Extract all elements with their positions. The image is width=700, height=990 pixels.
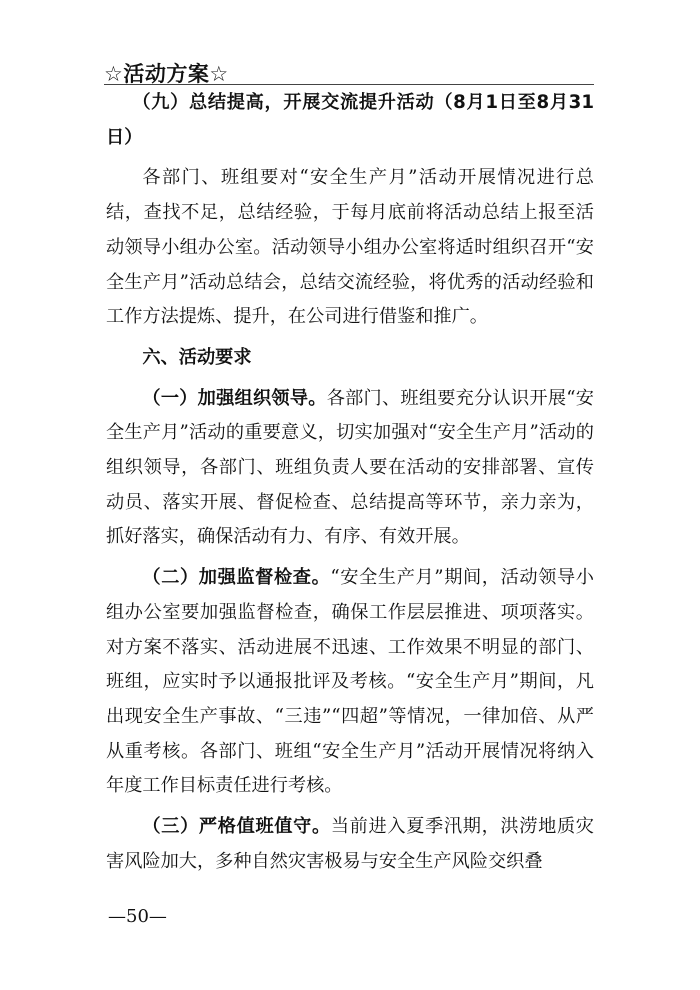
- requirement-3-paragraph: [106, 810, 594, 879]
- requirement-1-paragraph: [106, 382, 594, 556]
- document-body: [106, 86, 594, 879]
- header-divider: [104, 84, 594, 85]
- requirement-2-text: “安全生产月”期间，活动领导小组办公室要加强监督检查，确保工作层层推进、项项落实。对方案不落实、活动进展不迅速、工作效果不明显的部门、班组，应实时予以通报批评及考核。“安全生产月”期间，凡出现安全生产事故、“三违”“四超”等情况，一律加倍、从严从重考核。各部门、班组“安全生产月”活动开展情况将纳入年度工作目标责任进行考核。: [106, 567, 594, 797]
- section-9-paragraph: 各部门、班组要对“安全生产月”活动开展情况进行总结，查找不足，总结经验，于每月底前将活动总结上报至活动领导小组办公室。活动领导小组办公室将适时组织召开“安全生产月”活动总结会，总结交流经验，将优秀的活动经验和工作方法提炼、提升，在公司进行借鉴和推广。: [106, 167, 594, 328]
- document-header-title: ☆活动方案☆: [104, 62, 229, 86]
- section-six-title: 六、活动要求: [142, 346, 252, 368]
- requirement-2-lead: （二）加强监督检查。: [142, 567, 331, 589]
- requirement-1-text: 各部门、班组要充分认识开展“安全生产月”活动的重要意义，切实加强对“安全生产月”活动的组织领导，各部门、班组负责人要在活动的安排部署、宣传动员、落实开展、督促检查、总结提高等环节，亲力亲为，抓好落实，确保活动有力、有序、有效开展。: [106, 387, 594, 548]
- requirement-3-lead: （三）严格值班值守。: [142, 816, 331, 838]
- requirement-2-paragraph: [106, 561, 594, 804]
- requirement-3-text: 当前进入夏季汛期，洪涝地质灾害风险加大，多种自然灾害极易与安全生产风险交织叠: [106, 816, 594, 872]
- requirement-1-lead: （一）加强组织领导。: [142, 387, 327, 409]
- section-9-heading: （九）总结提高，开展交流提升活动（8月1日至8月31日）: [106, 92, 594, 148]
- page-number: —50—: [108, 906, 167, 927]
